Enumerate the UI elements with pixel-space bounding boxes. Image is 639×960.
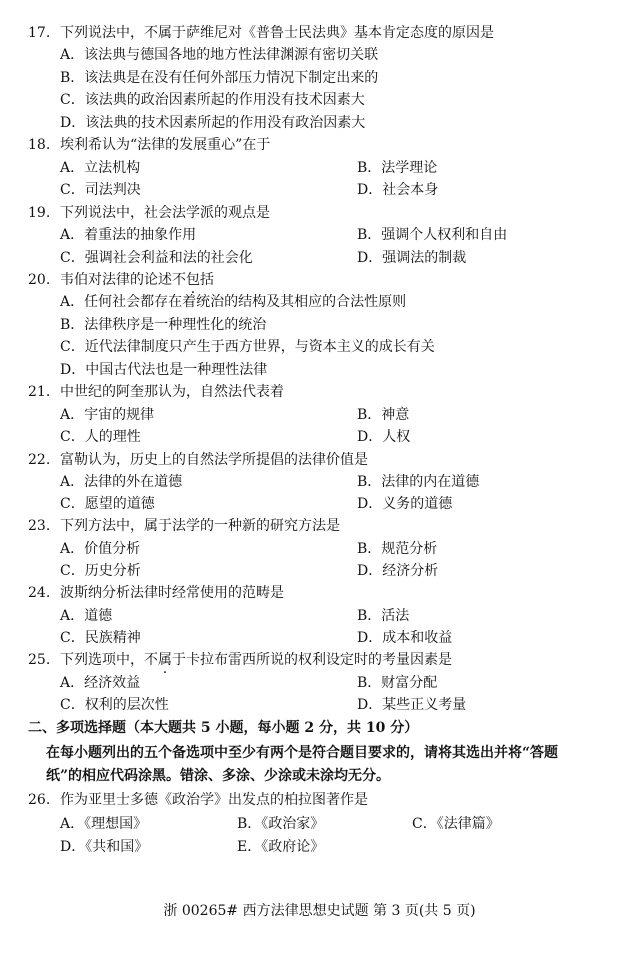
option-a: A．道德	[60, 608, 113, 624]
emphasis-text: 不包括	[172, 272, 214, 288]
question-text: 埃利希认为“法律的发展重心”在于	[60, 137, 271, 153]
option-b: B．法律的内在道德	[357, 474, 480, 490]
option-c: C．人的理性	[60, 429, 141, 445]
option-c: C．权利的层次性	[60, 697, 169, 713]
option-label: C．该法典的政治因素所起的作用没有技术因素大	[60, 92, 365, 108]
question-number: 22.	[28, 452, 51, 468]
option-d: D．某些正义考量	[357, 697, 467, 713]
option-a: A．经济效益	[60, 675, 141, 691]
option-b: B．法学理论	[357, 160, 438, 176]
question-number: 17.	[28, 25, 51, 41]
option-b: B．强调个人权利和自由	[357, 227, 508, 243]
option-label: B．法律秩序是一种理性化的统治	[60, 317, 267, 333]
question-text: 富勒认为，历史上的自然法学所提倡的法律价值是	[60, 452, 368, 468]
option-c: C．司法判决	[60, 182, 141, 198]
option-label: D．该法典的技术因素所起的作用没有政治因素大	[60, 115, 366, 131]
option-d: D．人权	[357, 429, 411, 445]
option-c: C．愿望的道德	[60, 496, 155, 512]
instruction-text: 纸”的相应代码涂黑。错涂、多涂、少涂或未涂均无分。	[46, 768, 391, 784]
option-a: A．着重法的抽象作用	[60, 227, 197, 243]
option-c: C．《法律篇》	[412, 816, 500, 832]
question-text: 下列说法中，社会法学派的观点是	[60, 205, 270, 221]
question-text: 波斯纳分析法律时经常使用的范畴是	[60, 585, 284, 601]
option-b: B．神意	[357, 407, 410, 423]
option-d: D．《共和国》	[60, 839, 149, 855]
instruction-text: 在每小题列出的五个备选项中至少有两个是符合题目要求的，请将其选出并将“答题	[46, 745, 559, 761]
question-text: 中世纪的阿奎那认为，自然法代表着	[60, 384, 284, 400]
option-label: D．中国古代法也是一种理性法律	[60, 362, 268, 378]
option-label: C．近代法律制度只产生于西方世界，与资本主义的成长有关	[60, 339, 435, 355]
option-d: D．义务的道德	[357, 496, 453, 512]
option-c: C．强调社会利益和法的社会化	[60, 250, 253, 266]
question-number: 23.	[28, 518, 51, 534]
option-b: B．规范分析	[357, 541, 438, 557]
option-b: B．活法	[357, 608, 410, 624]
option-a: A．宇宙的规律	[60, 407, 155, 423]
option-label: B．该法典是在没有任何外部压力情况下制定出来的	[60, 70, 379, 86]
option-c: C．历史分析	[60, 563, 141, 579]
question-number: 26.	[28, 792, 51, 808]
question-number: 18.	[28, 137, 51, 153]
option-c: C．民族精神	[60, 630, 141, 646]
option-a: A．法律的外在道德	[60, 474, 183, 490]
option-d: D．社会本身	[357, 182, 439, 198]
emphasis-text: 不属于	[144, 652, 186, 668]
question-number: 21.	[28, 384, 51, 400]
question-text: 下列方法中，属于法学的一种新的研究方法是	[60, 518, 340, 534]
question-number: 24.	[28, 585, 51, 601]
option-d: D．成本和收益	[357, 630, 453, 646]
question-number: 20.	[28, 272, 51, 288]
question-text: 下列说法中，不属于萨维尼对《普鲁士民法典》基本肯定态度的原因是	[60, 25, 494, 41]
question-number: 25.	[28, 652, 51, 668]
question-text: 作为亚里士多德《政治学》出发点的柏拉图著作是	[60, 792, 368, 808]
option-label: A．任何社会都存在着统治的结构及其相应的合法性原则	[60, 294, 407, 310]
page-footer: 浙 00265# 西方法律思想史试题 第 3 页(共 5 页)	[163, 903, 476, 919]
option-d: D．经济分析	[357, 563, 439, 579]
option-b: B．《政治家》	[237, 816, 325, 832]
option-a: A．《理想国》	[60, 816, 148, 832]
option-a: A．立法机构	[60, 160, 141, 176]
question-number: 19.	[28, 205, 51, 221]
option-label: A．该法典与德国各地的地方性法律渊源有密切关联	[60, 47, 379, 63]
question-text: 下列选项中，不属于卡拉布雷西所说的权利设定时的考量因素是	[60, 652, 452, 668]
option-d: D．强调法的制裁	[357, 250, 467, 266]
question-text: 韦伯对法律的论述不包括	[60, 272, 214, 288]
section-title: 二、多项选择题（本大题共 5 小题，每小题 2 分，共 10 分）	[28, 720, 419, 736]
option-e: E．《政府论》	[237, 839, 325, 855]
option-b: B．财富分配	[357, 675, 438, 691]
option-a: A．价值分析	[60, 541, 141, 557]
